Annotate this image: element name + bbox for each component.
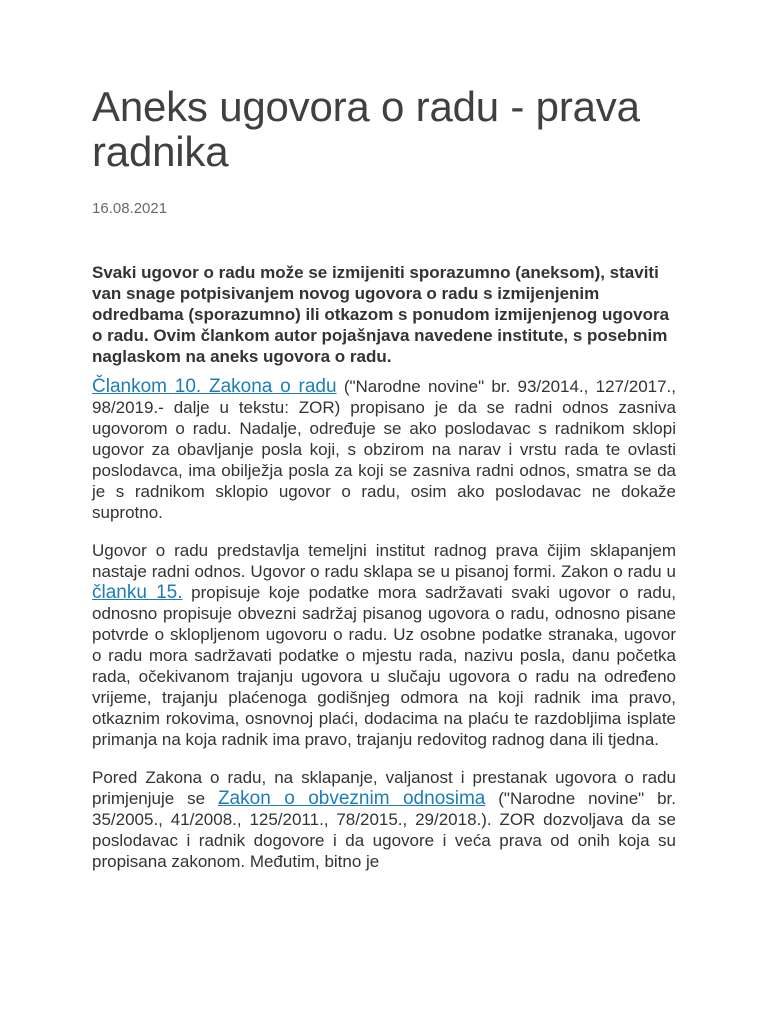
paragraph-3 xyxy=(92,767,676,872)
paragraph-1-text: ("Narodne novine" br. 93/2014., 127/2017., 98/2019.- dalje u tekstu: ZOR) propisano je da se radni odnos zasniva ugovorom o radu. Nadalje, određuje se ako poslodavac s radnikom sklopi ugovor za obavljanje posla koji, s obzirom na narav i vrstu rada te ovlasti poslodavca, ima obilježja posla za koji se zasniva radni odnos, smatra se da je s radnikom sklopio ugovor o radu, osim ako poslodavac ne dokaže suprotno. xyxy=(92,377,677,522)
link-clanak-15[interactable]: članku 15. xyxy=(92,582,183,603)
link-clanak-10-zor[interactable]: Člankom 10. Zakona o radu xyxy=(92,376,337,397)
paragraph-2-text-after: propisuje koje podatke mora sadržavati svaki ugovor o radu, odnosno propisuje obvezni sadržaj pisanog ugovora o radu, odnosno pisane potvrde o sklopljenom ugovoru o radu. Uz osobne podatke stranaka, ugovor o radu mora sadržavati podatke o mjestu rada, nazivu posla, danu početka rada, očekivanom trajanju ugovora u slučaju ugovora o radu na određeno vrijeme, trajanju plaćenoga godišnjeg odmora na koji radnik ima pravo, otkaznim rokovima, osnovnoj plaći, dodacima na plaću te razdobljima isplate primanja na koja radnik ima pravo, trajanju redovitog radnog dana ili tjedna. xyxy=(92,583,676,749)
paragraph-2 xyxy=(92,540,676,750)
paragraph-1 xyxy=(92,376,676,523)
link-zakon-o-obveznim-odnosima[interactable]: Zakon o obveznim odnosima xyxy=(217,788,486,809)
article-date: 16.08.2021 xyxy=(92,200,168,217)
paragraph-2-text-before: Ugovor o radu predstavlja temeljni institut radnog prava čijim sklapanjem nastaje radni odnos. Ugovor o radu sklapa se u pisanoj formi. Zakon o radu u xyxy=(92,541,676,581)
article-lead: Svaki ugovor o radu može se izmijeniti sporazumno (aneksom), staviti van snage potpisivanjem novog ugovora o radu s izmijenjenim odredbama (sporazumno) ili otkazom s ponudom izmijenjenog ugovora o radu. Ovim člankom autor pojašnjava navedene institute, s posebnim naglaskom na aneks ugovora o radu. xyxy=(92,263,670,366)
article xyxy=(92,84,676,889)
article-title: Aneks ugovora o radu - prava radnika xyxy=(92,83,640,175)
paragraph-3-text-after: ("Narodne novine" br. 35/2005., 41/2008., 125/2011., 78/2015., 29/2018.). ZOR dozvoljava da se poslodavac i radnik dogovore i da ugovore i veća prava od onih koja su propisana zakonom. Međutim, bitno je xyxy=(92,789,676,871)
paragraph-3-text-before: Pored Zakona o radu, na sklapanje, valjanost i prestanak ugovora o radu primjenjuje se xyxy=(92,768,676,808)
